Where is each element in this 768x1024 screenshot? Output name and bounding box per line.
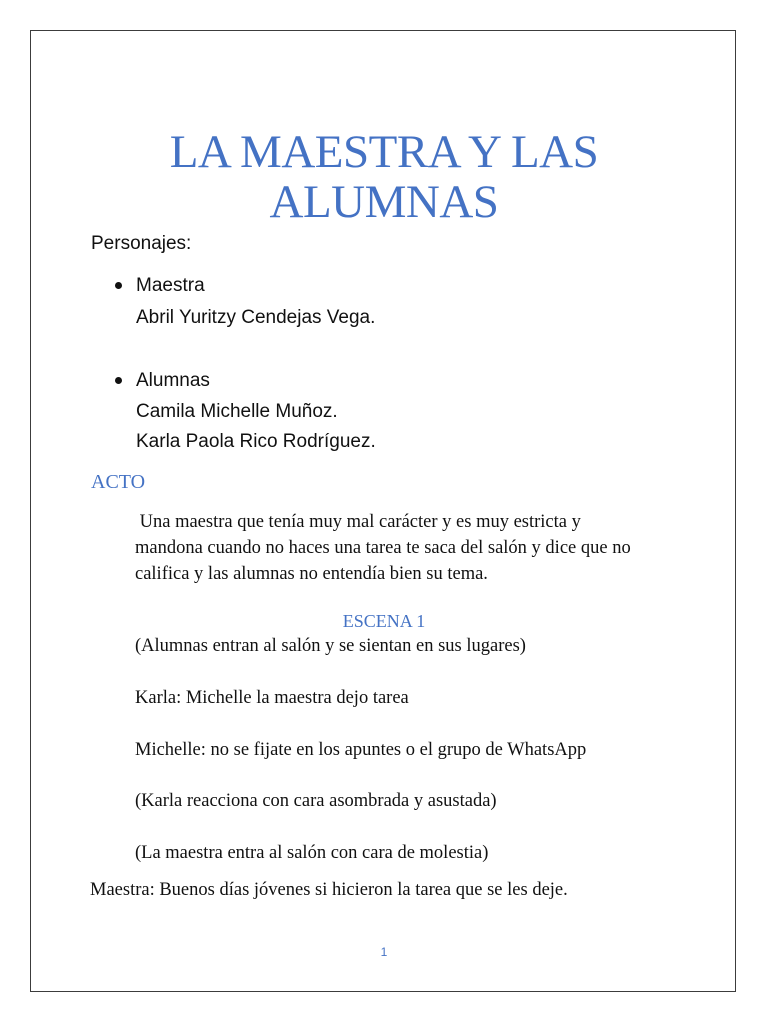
characters-label: Personajes: — [91, 233, 192, 254]
script-line: (Karla reacciona con cara asombrada y asustada) — [135, 791, 497, 811]
bullet-icon — [115, 377, 122, 384]
bullet-icon — [115, 282, 122, 289]
act-paragraph-line-1: Una maestra que tenía muy mal carácter y es muy estricta y — [135, 512, 581, 532]
title-line-2: ALUMNAS — [269, 176, 499, 228]
script-line: (La maestra entra al salón con cara de molestia) — [135, 843, 489, 863]
document-title — [31, 127, 737, 227]
title-line-1: LA MAESTRA Y LAS — [169, 126, 599, 178]
character-role-alumnas: Alumnas — [136, 370, 210, 391]
act-paragraph-line-2: mandona cuando no haces una tarea te saca del salón y dice que no — [135, 538, 631, 558]
scene-heading: ESCENA 1 — [342, 611, 426, 631]
page-number: 1 — [380, 945, 388, 959]
act-paragraph-line-3: califica y las alumnas no entendía bien su tema. — [135, 564, 488, 584]
act-heading: ACTO — [91, 471, 146, 493]
script-line: Michelle: no se fijate en los apuntes o el grupo de WhatsApp — [135, 740, 587, 760]
script-line: Karla: Michelle la maestra dejo tarea — [135, 688, 409, 708]
character-name: Camila Michelle Muñoz. — [136, 401, 338, 422]
character-role-maestra: Maestra — [136, 275, 205, 296]
character-name: Karla Paola Rico Rodríguez. — [136, 431, 376, 452]
character-name: Abril Yuritzy Cendejas Vega. — [136, 307, 376, 328]
script-line: (Alumnas entran al salón y se sientan en sus lugares) — [135, 636, 526, 656]
document-page — [30, 30, 736, 992]
final-line: Maestra: Buenos días jóvenes si hicieron la tarea que se les deje. — [90, 880, 568, 900]
